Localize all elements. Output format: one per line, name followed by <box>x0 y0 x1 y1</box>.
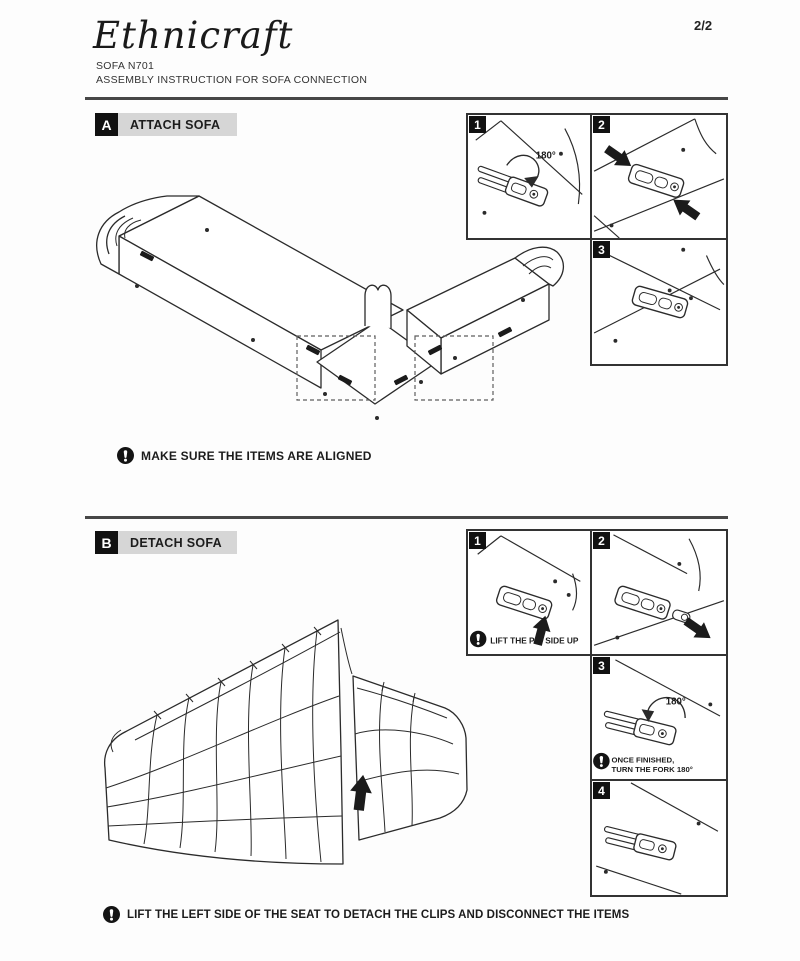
detach-step3-illustration <box>592 656 726 779</box>
section-a-header <box>95 113 237 136</box>
step-number-badge: 1 <box>469 532 486 549</box>
section-b-header <box>95 531 237 554</box>
step-number-badge: 4 <box>593 782 610 799</box>
step-number-badge: 3 <box>593 657 610 674</box>
warning-icon <box>103 906 120 923</box>
step-number-badge: 3 <box>593 241 610 258</box>
warning-icon <box>117 447 134 464</box>
rotation-label: 180° <box>665 696 686 708</box>
detach-step2-panel <box>590 529 728 656</box>
detach-step3-panel <box>590 654 728 781</box>
step3-caption-line1: ONCE FINISHED, <box>611 755 675 765</box>
step-number-badge: 1 <box>469 116 486 133</box>
step1-caption: LIFT THE PIN SIDE UP <box>490 635 579 646</box>
detach-step2-illustration <box>592 531 726 654</box>
detach-step4-illustration <box>592 781 726 895</box>
attach-step1-illustration <box>468 115 590 238</box>
detach-note <box>103 906 629 923</box>
section-b-letter-badge: B <box>95 531 118 554</box>
attach-step3-illustration <box>592 240 726 364</box>
header-divider <box>85 97 728 100</box>
detach-step1-illustration <box>468 531 590 654</box>
detach-main-illustration <box>95 612 480 890</box>
product-name: SOFA N701 <box>96 60 155 72</box>
attach-note-text: MAKE SURE THE ITEMS ARE ALIGNED <box>141 448 372 463</box>
attach-step3-panel <box>590 238 728 366</box>
detach-step1-panel <box>466 529 592 656</box>
attach-step1-panel <box>466 113 592 240</box>
document-subtitle: ASSEMBLY INSTRUCTION FOR SOFA CONNECTION <box>96 74 368 86</box>
section-a-letter-badge: A <box>95 113 118 136</box>
rotation-label: 180° <box>535 150 556 162</box>
attach-step2-panel <box>590 113 728 240</box>
step-number-badge: 2 <box>593 532 610 549</box>
section-a-title: ATTACH SOFA <box>118 113 237 136</box>
attach-step2-illustration <box>592 115 726 238</box>
section-b-title: DETACH SOFA <box>118 531 237 554</box>
brand-logo: Ethnicraft <box>93 14 294 57</box>
section-divider <box>85 516 728 519</box>
detach-step4-panel <box>590 779 728 897</box>
detach-note-text: LIFT THE LEFT SIDE OF THE SEAT TO DETACH THE CLIPS AND DISCONNECT THE ITEMS <box>127 908 630 921</box>
page-number: 2/2 <box>694 18 713 33</box>
attach-note <box>117 447 372 464</box>
step3-caption-line2: TURN THE FORK 180° <box>611 765 693 775</box>
step-number-badge: 2 <box>593 116 610 133</box>
